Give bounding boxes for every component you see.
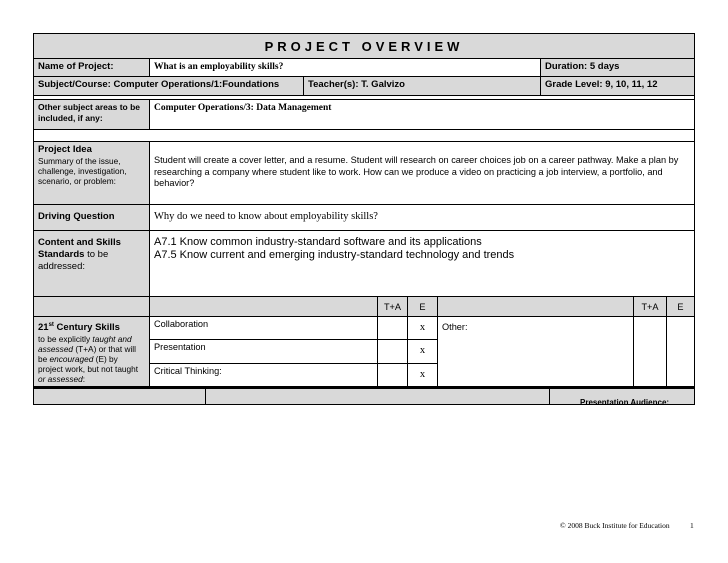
standards-label	[34, 231, 150, 296]
skills-sublabel-part: to be explicitly	[38, 334, 93, 345]
project-name-row	[34, 59, 694, 77]
driving-question-label: Driving Question	[34, 205, 150, 230]
ta-column-header: T+A	[378, 297, 408, 316]
grade-level-field[interactable]: Grade Level: 9, 10, 11, 12	[541, 77, 694, 95]
skill-name: Presentation	[150, 340, 378, 363]
skill-ta-checkbox[interactable]	[378, 364, 408, 386]
e-column-header: E	[408, 297, 438, 316]
duration-field[interactable]: Duration: 5 days	[541, 59, 694, 76]
skill-row	[150, 364, 438, 386]
other-subjects-label: Other subject areas to be included, if any:	[34, 100, 150, 129]
skill-row	[150, 317, 438, 340]
project-idea-row	[34, 142, 694, 205]
project-idea-label-cell	[34, 142, 150, 204]
page-title: PROJECT OVERVIEW	[264, 39, 464, 54]
clipped-cell	[206, 389, 550, 404]
skill-e-checkbox[interactable]: x	[408, 364, 438, 386]
project-idea-label: Project Idea	[38, 144, 92, 155]
skills-block	[34, 317, 694, 387]
skills-sublabel-part: (T+A) or that will be	[38, 344, 136, 365]
skills-label-cell	[34, 317, 150, 386]
skill-name: Critical Thinking:	[150, 364, 378, 386]
page-number: 1	[690, 521, 694, 530]
standards-row	[34, 231, 694, 297]
teacher-field[interactable]: Teacher(s): T. Galvizo	[304, 77, 541, 95]
skills-header-blank	[438, 297, 634, 316]
standard-item: A7.5 Know current and emerging industry-standard technology and trends	[154, 248, 515, 261]
title-row	[34, 34, 694, 59]
skills-header-blank	[150, 297, 378, 316]
subject-course-field[interactable]: Subject/Course: Computer Operations/1:Foundations	[34, 77, 304, 95]
driving-question-value[interactable]: Why do we need to know about employability skills?	[154, 211, 378, 222]
skills-sublabel-part: taught and assessed	[38, 334, 132, 355]
project-name-label: Name of Project:	[34, 59, 150, 76]
skills-sublabel-part: (E) by project work, but not taught	[38, 354, 139, 375]
standard-item: A7.1 Know common industry-standard software and its applications	[154, 236, 482, 248]
skill-e-checkbox[interactable]: x	[408, 340, 438, 363]
standards-label-rest: to be addressed:	[38, 249, 109, 272]
project-name-value[interactable]: What is an employability skills?	[150, 59, 541, 76]
other-subjects-value[interactable]: Computer Operations/3: Data Management	[154, 103, 332, 113]
project-idea-value[interactable]: Student will create a cover letter, and a resume. Student will research on career choices job on a career pathway. Make a plan by researching a company where student like to work. How can we produce a video on practicing a job interview, a portfolio, and behavior?	[154, 155, 679, 188]
clipped-row	[34, 387, 694, 404]
skills-sublabel-part: or assessed	[38, 374, 83, 385]
other-skills-field[interactable]: Other:	[438, 317, 634, 386]
skills-header-row	[34, 297, 694, 317]
skill-row	[150, 340, 438, 364]
skills-header-blank	[34, 297, 150, 316]
copyright-footer: © 2008 Buck Institute for Education	[560, 521, 670, 530]
other-ta-checkbox[interactable]	[634, 317, 667, 386]
skills-sublabel-part: :	[82, 374, 86, 385]
skill-e-checkbox[interactable]: x	[408, 317, 438, 339]
subject-row	[34, 77, 694, 96]
skill-ta-checkbox[interactable]	[378, 317, 408, 339]
other-subjects-row	[34, 100, 694, 130]
skills-sublabel-part: encouraged	[49, 354, 94, 365]
other-e-checkbox[interactable]	[667, 317, 694, 386]
skills-sublabel	[38, 334, 145, 384]
clipped-cell	[34, 389, 206, 404]
skill-ta-checkbox[interactable]	[378, 340, 408, 363]
driving-question-row	[34, 205, 694, 231]
project-idea-sublabel: Summary of the issue, challenge, investigation, scenario, or problem:	[38, 156, 127, 186]
skills-label-bold: 21st Century Skills	[38, 322, 120, 334]
project-overview-form	[33, 33, 695, 405]
standards-values[interactable]	[150, 231, 694, 296]
skills-label	[38, 319, 145, 334]
spacer-row	[34, 130, 694, 142]
skill-name: Collaboration	[150, 317, 378, 339]
e-column-header-2: E	[677, 302, 684, 312]
presentation-audience-label: Presentation Audience:	[580, 398, 670, 404]
standards-label-bold: Content and Skills Standards	[38, 237, 121, 260]
ta-column-header-2: T+A	[634, 297, 667, 316]
